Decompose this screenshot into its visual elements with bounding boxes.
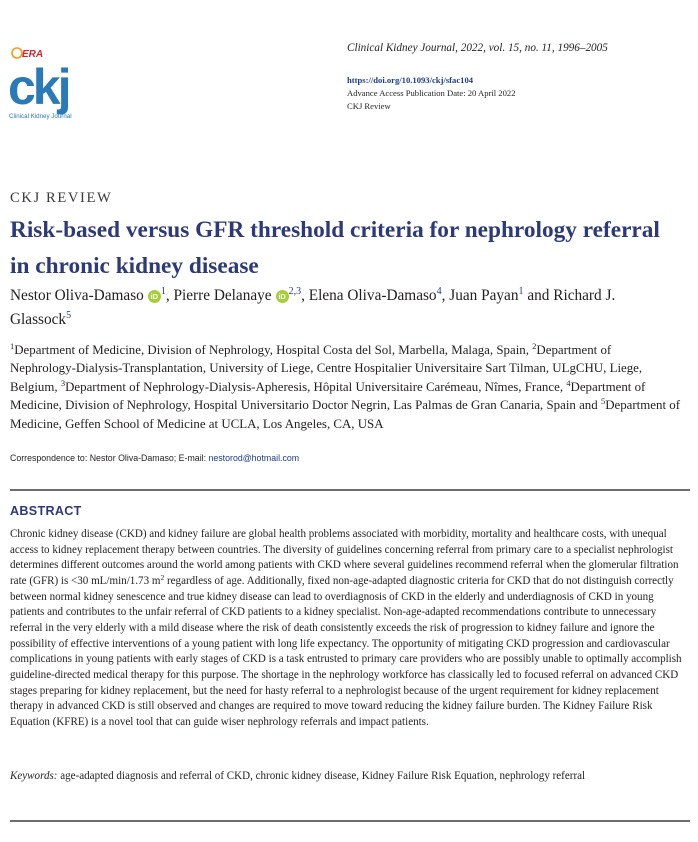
affiliation-text: Department of Medicine, Division of Nephrology, Hospital Costa del Sol, Marbella, Malaga, Spain, <box>14 343 533 357</box>
correspondence-email-link[interactable]: nestorod@hotmail.com <box>208 453 300 463</box>
author-separator: and <box>523 287 554 304</box>
abstract-top-rule <box>10 489 690 491</box>
affiliation-number: 4 <box>566 377 571 388</box>
correspondence-line <box>10 453 299 463</box>
author-affiliation-ref[interactable]: 2,3 <box>288 286 302 297</box>
abstract-superscript: 2 <box>160 572 165 582</box>
affiliation-number: 3 <box>60 377 66 388</box>
author-affiliation-ref[interactable]: 4 <box>436 286 442 297</box>
author-separator: , <box>441 287 450 304</box>
orcid-icon[interactable]: iD <box>276 290 289 303</box>
keywords-label: Keywords: <box>10 770 58 782</box>
article-title: Risk-based versus GFR threshold criteria for nephrology referral in chronic kidney disease <box>10 217 660 279</box>
author-separator: , <box>165 287 174 304</box>
abstract-text-part2: regardless of age. Additionally, fixed non-age-adapted diagnostic criteria for CKD that do not distinguish correctly between normal kidney senescence and true kidney disease can lead to overdiagnosis of CKD in the elderly and underdiagnosis of CKD in young patients and contributes to the unfair referral of CKD patients to a kidney specialist. Non-age-adapted recommendations contribute to unnecessary referral in the very elderly with a mild disease where the risk of death consistently exceeds the risk of progression to kidney failure and ignore the possibility of effective interventions of a young patient with long life expectancy. The opportunity of mitigating CKD progression and cardiovascular complications in young patients with early stages of CKD is a task entrusted to primary care providers who are possibly unable to optimally accomplish guideline-directed medical therapy for this purpose. The shortage in the nephrology workforce has classically led to focused referral on advanced CKD stages preparing for kidney replacement, but the need for hasty referral to a nephrologist because of the urgent requirement for kidney replacement therapy in advanced CKD is still observed and changes are required to move toward reducing the kidney failure burden. The Kidney Failure Risk Equation (KFRE) is a novel tool that can guide wiser nephrology referrals and impact patients. <box>10 574 682 728</box>
affiliation-number: 2 <box>532 341 537 351</box>
author-name: Pierre Delanaye <box>173 287 272 304</box>
ckj-logo-icon <box>8 40 86 122</box>
affiliation-text: Department of Nephrology-Dialysis-Apheresis, Hôpital Universitaire Carémeau, Nîmes, France, <box>65 379 567 394</box>
author-affiliation-ref[interactable]: 1 <box>160 286 166 297</box>
affiliation-number: 5 <box>600 396 606 407</box>
orcid-icon[interactable]: iD <box>148 290 161 303</box>
logo-journal-name: Clinical Kidney Journal <box>9 113 72 120</box>
era-ring-icon <box>12 48 22 58</box>
affiliations <box>10 341 680 433</box>
ckj-letters: ckj <box>8 59 69 115</box>
correspondence-label: Correspondence to: Nestor Oliva-Damaso; E-mail: <box>10 453 209 463</box>
abstract-body <box>10 527 688 731</box>
author-name: Richard J. Glassock <box>10 287 616 328</box>
keywords <box>10 769 688 785</box>
affiliation-text: Department of Medicine, Division of Nephrology, Hospital Universitario Doctor Negrin, Las Palmas de Gran Canaria, Spain and <box>10 379 646 413</box>
article-type-label: CKJ REVIEW <box>10 190 113 206</box>
affiliation-paragraph <box>10 341 680 433</box>
author-list <box>10 284 680 332</box>
affiliation-number: 1 <box>10 341 15 351</box>
era-text: ERA <box>22 49 44 60</box>
author-separator: , <box>301 287 309 304</box>
affiliation-text: Department of Medicine, Geffen School of Medicine at UCLA, Los Angeles, CA, USA <box>10 398 680 431</box>
abstract-bottom-rule <box>10 820 690 822</box>
journal-logo <box>8 40 86 122</box>
affiliation-text: Department of Nephrology-Dialysis-Transplantation, University of Liege, Centre Hospitalier Universitaire Sart Tilman, ULgCHU, Liege, Belgium, <box>10 343 643 394</box>
author-name: Elena Oliva-Damaso <box>308 287 437 304</box>
author-name: Nestor Oliva-Damaso <box>10 287 144 304</box>
header-article-type: CKJ Review <box>347 101 391 111</box>
author-name: Juan Payan <box>449 287 519 304</box>
journal-citation: Clinical Kidney Journal, 2022, vol. 15, no. 11, 1996–2005 <box>347 42 608 54</box>
abstract-text-part1: Chronic kidney disease (CKD) and kidney failure are global health problems associated with morbidity, mortality and healthcare costs, with unequal access to kidney replacement therapy between countries. The diversity of guidelines concerning referral from primary care to a specialist nephrologist determines different outcomes around the world among patients with CKD where several guidelines recommend referral when the glomerular filtration rate (GFR) is <30 mL/min/1.73 m <box>10 528 679 587</box>
keywords-text: age-adapted diagnosis and referral of CKD, chronic kidney disease, Kidney Failure Risk Equation, nephrology referral <box>57 770 586 782</box>
advance-access-date: Advance Access Publication Date: 20 April 2022 <box>347 88 516 98</box>
author-affiliation-ref[interactable]: 5 <box>66 310 72 321</box>
doi-link[interactable]: https://doi.org/10.1093/ckj/sfac104 <box>347 75 474 85</box>
abstract-heading: ABSTRACT <box>10 504 82 518</box>
author-affiliation-ref[interactable]: 1 <box>518 286 524 297</box>
